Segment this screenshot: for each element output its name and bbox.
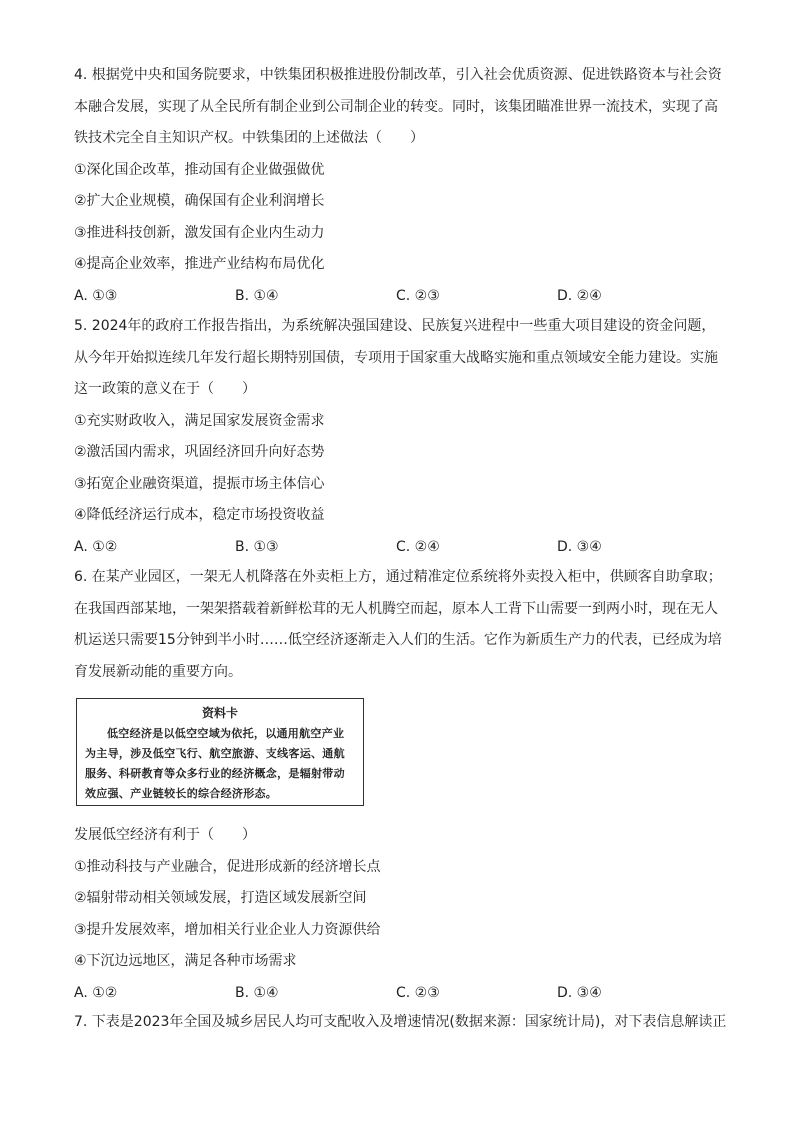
- question-7-stem: 7. 下表是2023年全国及城乡居民人均可支配收入及增速情况(数据来源：国家统计局)，对下表信息解读正: [74, 1014, 727, 1030]
- q6-item-1: ①推动科技与产业融合，促进形成新的经济增长点: [74, 858, 381, 875]
- q5-option-c[interactable]: C. ②④: [396, 538, 440, 555]
- question-6: [74, 562, 724, 1002]
- question-4-stem: 4. 根据党中央和国务院要求，中铁集团积极推进股份制改革，引入社会优质资源、促进铁路资本与社会资本融合发展，实现了从全民所有制企业到公司制企业的转变。同时，该集团瞄准世界一流技术，实现了高铁技术完全自主知识产权。中铁集团的上述做法（ ）: [74, 67, 722, 146]
- q6-question: 发展低空经济有利于（ ）: [74, 827, 256, 843]
- q4-option-d[interactable]: D. ②④: [557, 287, 602, 304]
- question-4: [74, 60, 724, 305]
- q6-item-2: ②辐射带动相关领域发展，打造区域发展新空间: [74, 890, 367, 906]
- question-7: [74, 1013, 727, 1031]
- q6-option-c[interactable]: C. ②③: [396, 984, 440, 1001]
- q4-options: [74, 287, 724, 305]
- q6-item-4: ④下沉边远地区，满足各种市场需求: [74, 953, 297, 969]
- q6-option-d[interactable]: D. ③④: [557, 984, 602, 1001]
- info-card-body: 低空经济是以低空空域为依托，以通用航空产业为主导，涉及低空飞行、航空旅游、支线客运、通航服务、科研教育等众多行业的经济概念，是辐射带动效应强、产业链较长的综合经济形态。: [85, 727, 345, 800]
- question-5-stem: 5. 2024年的政府工作报告指出，为系统解决强国建设、民族复兴进程中一些重大项目建设的资金问题，从今年开始拟连续几年发行超长期特别国债，专项用于国家重大战略实施和重点领域安全能力建设。实施这一政策的意义在于（ ）: [74, 318, 718, 397]
- q4-item-4: ④提高企业效率，推进产业结构布局优化: [74, 256, 325, 272]
- q6-options: [74, 984, 724, 1002]
- q5-item-1: ①充实财政收入，满足国家发展资金需求: [74, 412, 325, 429]
- q6-option-a[interactable]: A. ①②: [74, 984, 118, 1001]
- q5-item-4: ④降低经济运行成本，稳定市场投资收益: [74, 507, 325, 523]
- question-5: [74, 311, 724, 556]
- info-card: [76, 698, 364, 806]
- q4-item-1: ①深化国企改革，推动国有企业做强做优: [74, 161, 325, 178]
- q4-item-3: ③推进科技创新，激发国有企业内生动力: [74, 224, 325, 241]
- info-card-title: 资料卡: [201, 706, 238, 720]
- q4-item-2: ②扩大企业规模，确保国有企业利润增长: [74, 193, 325, 209]
- q5-item-2: ②激活国内需求，巩固经济回升向好态势: [74, 444, 325, 460]
- exam-page: [74, 62, 727, 1045]
- q6-item-3: ③提升发展效率，增加相关行业企业人力资源供给: [74, 921, 381, 938]
- q5-item-3: ③拓宽企业融资渠道，提振市场主体信心: [74, 475, 325, 492]
- q4-option-a[interactable]: A. ①③: [74, 287, 118, 304]
- q6-option-b[interactable]: B. ①④: [235, 984, 279, 1001]
- q5-option-a[interactable]: A. ①②: [74, 538, 118, 555]
- q5-option-d[interactable]: D. ③④: [557, 538, 602, 555]
- q5-option-b[interactable]: B. ①③: [235, 538, 279, 555]
- q5-options: [74, 538, 724, 556]
- q4-option-b[interactable]: B. ①④: [235, 287, 279, 304]
- question-6-stem: 6. 在某产业园区，一架无人机降落在外卖柜上方，通过精准定位系统将外卖投入柜中，供顾客自助拿取；在我国西部某地，一架架搭载着新鲜松茸的无人机腾空而起，原本人工背下山需要一到两小时，现在无人机运送只需要15分钟到半小时……低空经济逐渐走入人们的生活。它作为新质生产力的代表，已经成为培育发展新动能的重要方向。: [74, 569, 722, 680]
- q4-option-c[interactable]: C. ②③: [396, 287, 440, 304]
